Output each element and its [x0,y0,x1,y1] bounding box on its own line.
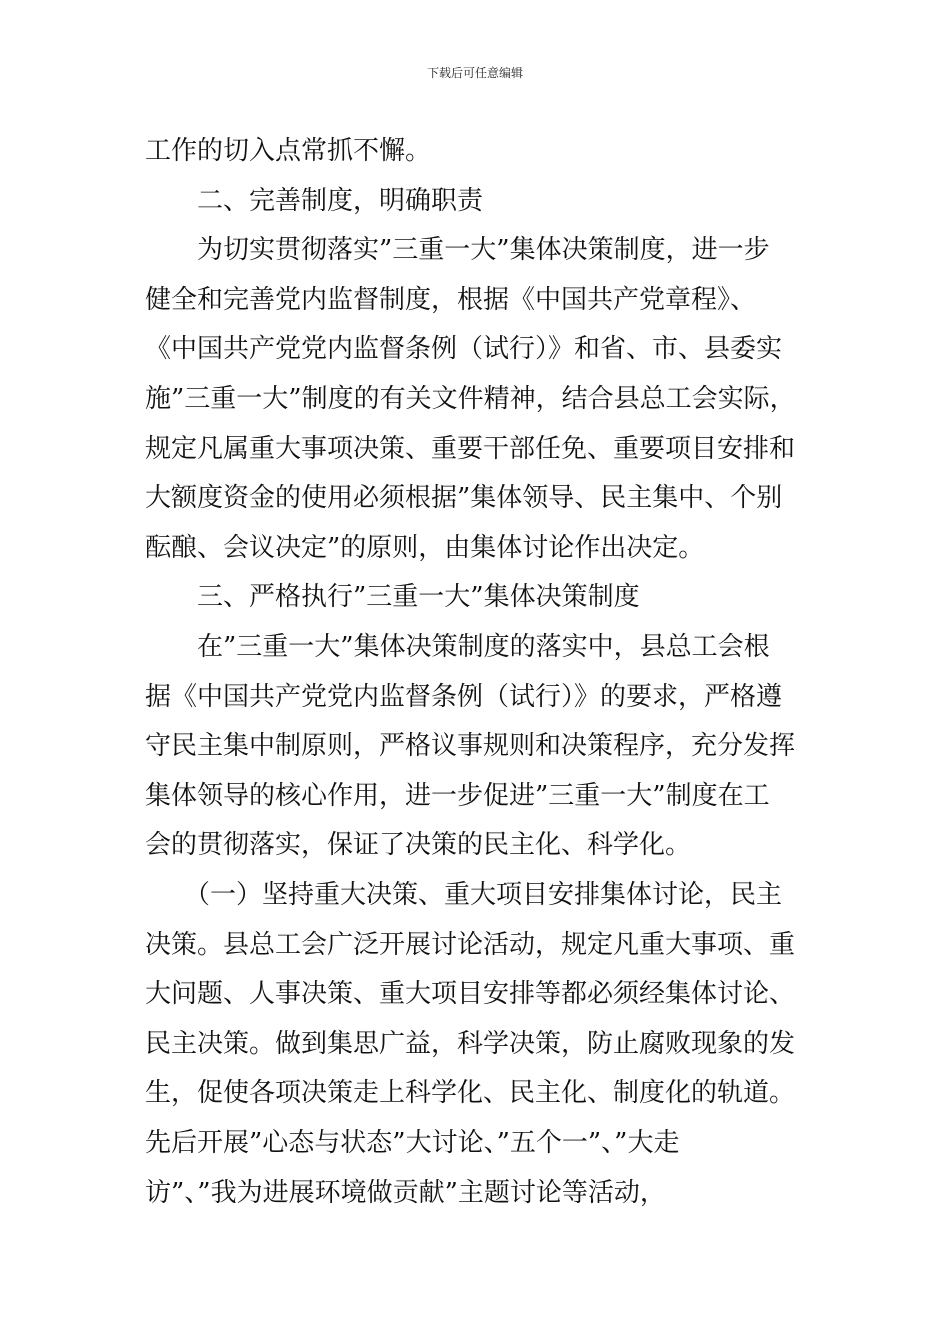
body-line: 《中国共产党党内监督条例（试行）》和省、市、县委实 [145,334,783,365]
body-line: 先后开展”心态与状态”大讨论、”五个一”、”大走 [145,1128,680,1158]
body-line: 生，促使各项决策走上科学化、民主化、制度化的轨道。 [145,1078,796,1109]
body-line: 访”、”我为进展环境做贡献”主题讨论等活动， [145,1177,666,1208]
body-line: 工作的切入点常抓不懈。 [145,136,432,166]
body-line: 集体领导的核心作用，进一步促进”三重一大”制度在工 [145,780,770,811]
body-line: 守民主集中制原则，严格议事规则和决策程序，充分发挥 [145,731,796,762]
body-line: 酝酿、会议决定”的原则，由集体讨论作出决定。 [145,532,705,563]
body-line: 大额度资金的使用必须根据”集体领导、民主集中、个别 [145,483,783,514]
body-line: 民主决策。做到集思广益，科学决策，防止腐败现象的发 [145,1028,796,1059]
body-line: 大问题、人事决策、重大项目安排等都必须经集体讨论、 [145,979,796,1010]
body-line: 健全和完善党内监督制度，根据《中国共产党章程》、 [145,284,757,315]
body-line: 在”三重一大”集体决策制度的落实中，县总工会根 [145,632,770,662]
body-line: 三、严格执行”三重一大”集体决策制度 [145,582,640,613]
body-line: 施”三重一大”制度的有关文件精神，结合县总工会实际， [145,384,796,414]
body-line: （一）坚持重大决策、重大项目安排集体讨论，民主 [145,880,783,910]
body-line: 决策。县总工会广泛开展讨论活动，规定凡重大事项、重 [145,929,796,960]
body-line: 据《中国共产党党内监督条例（试行）》的要求，严格遵 [145,681,783,712]
page-header: 下载后可任意编辑 [426,66,523,80]
body-line: 规定凡属重大事项决策、重要干部任免、重要项目安排和 [145,433,796,464]
body-line: 为切实贯彻落实”三重一大”集体决策制度，进一步 [145,235,770,266]
body-line: 二、完善制度，明确职责 [145,185,484,216]
body-line: 会的贯彻落实，保证了决策的民主化、科学化。 [145,830,692,861]
